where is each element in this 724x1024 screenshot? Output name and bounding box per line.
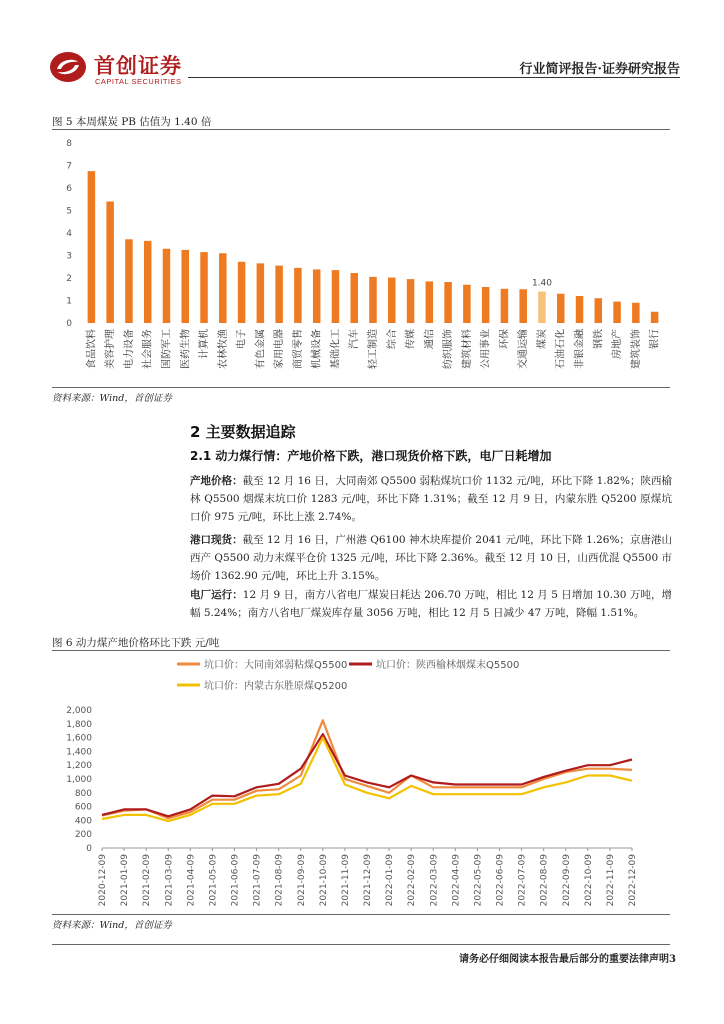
logo-en-text: CAPITAL SECURITIES	[95, 77, 182, 86]
bar-data-label: 1.40	[531, 278, 552, 289]
x-category-label-9: 有色金属	[255, 329, 267, 369]
paragraph-power-label: 电厂运行：	[190, 589, 243, 601]
y-tick-label-4: 4	[66, 229, 72, 239]
bar-4	[163, 249, 171, 323]
y-tick-label-9: 1,800	[66, 719, 92, 730]
x-category-label-8: 电子	[236, 329, 248, 349]
x-category-label-19: 纺织服饰	[443, 329, 455, 369]
x-tick-label-13: 2022-01-09	[385, 854, 396, 907]
bar-10	[275, 266, 283, 323]
series-line-1	[102, 734, 632, 816]
x-tick-label-18: 2022-06-09	[495, 854, 506, 907]
x-category-label-13: 基础化工	[330, 329, 342, 369]
figure5-source: 资料来源：Wind，首创证券	[52, 393, 172, 404]
x-category-label-4: 国防军工	[161, 329, 173, 369]
x-category-label-24: 煤炭	[536, 329, 548, 349]
paragraph-power-plant	[190, 586, 672, 622]
report-type: 行业简评报告·证券研究报告	[519, 62, 680, 77]
bar-6	[200, 252, 208, 323]
x-tick-label-6: 2021-06-09	[230, 854, 241, 907]
bar-1	[106, 202, 114, 324]
y-tick-label-1: 200	[74, 830, 92, 841]
y-tick-label-5: 5	[66, 206, 72, 217]
y-tick-label-8: 8	[66, 139, 72, 149]
x-category-label-18: 通信	[424, 329, 436, 349]
x-category-label-7: 农林牧渔	[217, 329, 229, 369]
x-category-label-5: 医药生物	[180, 329, 192, 369]
x-category-label-2: 电力设备	[123, 329, 135, 369]
bar-28	[613, 302, 621, 323]
bar-11	[294, 268, 302, 323]
x-category-label-14: 汽车	[349, 329, 361, 349]
x-category-label-27: 钢铁	[593, 329, 605, 349]
x-tick-label-7: 2021-07-09	[252, 854, 263, 907]
figure6-title: 图 6 动力煤产地价格环比下跌 元/吨	[52, 637, 220, 649]
x-category-label-1: 美容护理	[105, 329, 117, 369]
y-tick-label-5: 1,000	[66, 775, 92, 785]
bar-5	[182, 250, 190, 323]
x-category-label-22: 环保	[499, 329, 511, 349]
figure5-pb-bar-chart	[52, 131, 670, 386]
series-line-2	[102, 738, 632, 822]
y-tick-label-8: 1,600	[66, 733, 92, 744]
x-category-label-30: 银行	[649, 329, 661, 349]
footer-disclaimer	[459, 950, 676, 965]
legend-label-0: 坑口价：大同南郊弱粘煤Q5500	[204, 660, 348, 671]
company-logo-icon	[48, 50, 88, 84]
x-tick-label-5: 2021-05-09	[208, 854, 219, 907]
bar-3	[144, 241, 152, 323]
page-number: 3	[669, 954, 676, 965]
bar-12	[313, 269, 321, 323]
x-category-label-11: 商贸零售	[292, 329, 304, 369]
paragraph-power-text: 12 月 9 日，南方八省电厂煤炭日耗达 206.70 万吨，相比 12 月 5 日增加 10.30 万吨，增幅 5.24%；南方八省电厂煤炭库存量 3056 万吨，相比 12 月 5 日减少 47 万吨，降幅 1.51%。	[190, 589, 672, 619]
x-tick-label-1: 2021-01-09	[120, 854, 131, 907]
x-tick-label-19: 2022-07-09	[517, 854, 528, 907]
figure5-source-rule	[52, 387, 670, 388]
bar-14	[350, 273, 358, 323]
x-tick-label-8: 2021-08-09	[274, 854, 285, 907]
legend-label-2: 坑口价：内蒙古东胜原煤Q5200	[204, 681, 348, 692]
y-tick-label-6: 6	[66, 184, 72, 194]
x-tick-label-21: 2022-09-09	[561, 854, 572, 907]
header-rule	[188, 77, 680, 78]
y-tick-label-1: 1	[66, 296, 72, 307]
bar-19	[444, 282, 452, 323]
x-category-label-23: 交通运输	[518, 329, 530, 369]
y-tick-label-3: 3	[66, 251, 72, 262]
x-category-label-0: 食品饮料	[86, 329, 98, 369]
bar-30	[651, 312, 659, 323]
x-category-label-10: 家用电器	[274, 329, 286, 369]
page-header	[48, 44, 680, 90]
bar-21	[482, 287, 490, 323]
series-line-0	[102, 720, 632, 818]
bar-29	[632, 303, 640, 323]
x-tick-label-20: 2022-08-09	[539, 854, 550, 907]
bar-25	[557, 294, 565, 323]
bar-9	[257, 263, 265, 323]
bar-27	[595, 298, 603, 323]
x-category-label-6: 计算机	[199, 329, 211, 359]
footer-disclaimer-text: 请务必仔细阅读本报告最后部分的重要法律声明	[459, 954, 670, 965]
subsection-title: 2.1 动力煤行情：产地价格下跌，港口现货价格下跌，电厂日耗增加	[190, 449, 552, 463]
x-category-label-16: 综合	[386, 329, 398, 349]
x-tick-label-23: 2022-11-09	[605, 854, 616, 907]
paragraph-port-label: 港口现货：	[190, 534, 243, 546]
bar-22	[501, 289, 509, 323]
y-tick-label-0: 0	[66, 319, 72, 329]
paragraph-origin-text: 截至 12 月 16 日，大同南郊 Q5500 弱粘煤坑口价 1132 元/吨，环比下降 1.82%；陕西榆林 Q5500 烟煤末坑口价 1283 元/吨，环比下降 1.31%；截至 12 月 9 日，内蒙东胜 Q5200 原煤坑口价 975 元/吨，环比上涨 2.74%。	[190, 475, 672, 523]
y-tick-label-3: 600	[74, 802, 92, 813]
bar-15	[369, 277, 377, 323]
x-tick-label-0: 2020-12-09	[98, 854, 108, 907]
x-tick-label-24: 2022-12-09	[628, 854, 638, 907]
section-title: 2 主要数据追踪	[190, 423, 296, 441]
bar-7	[219, 253, 227, 323]
bar-17	[407, 279, 415, 323]
paragraph-port-price	[190, 531, 672, 585]
figure5-title: 图 5 本周煤炭 PB 估值为 1.40 倍	[52, 116, 212, 128]
legend-label-1: 坑口价：陕西榆林烟煤末Q5500	[376, 660, 520, 671]
paragraph-origin-price	[190, 472, 672, 526]
x-tick-label-17: 2022-05-09	[473, 854, 484, 907]
x-tick-label-16: 2022-04-09	[451, 854, 462, 907]
bar-24	[538, 292, 546, 324]
x-tick-label-12: 2021-12-09	[363, 854, 373, 907]
bar-2	[125, 239, 133, 323]
x-category-label-26: 非银金融	[574, 329, 586, 369]
x-category-label-20: 建筑材料	[461, 329, 473, 369]
figure6-title-rule	[52, 650, 670, 651]
y-tick-label-4: 800	[74, 788, 92, 799]
x-tick-label-15: 2022-03-09	[429, 854, 440, 907]
paragraph-origin-label: 产地价格：	[190, 475, 243, 487]
bar-0	[88, 171, 96, 323]
footer-rule	[52, 944, 670, 945]
x-tick-label-11: 2021-11-09	[340, 854, 351, 907]
x-category-label-3: 社会服务	[142, 329, 154, 369]
bar-18	[426, 281, 434, 323]
x-tick-label-10: 2021-10-09	[318, 854, 329, 907]
y-tick-label-7: 7	[66, 161, 72, 172]
x-tick-label-2: 2021-02-09	[142, 854, 153, 907]
figure5-title-rule	[52, 129, 670, 130]
figure6-source-rule	[52, 914, 670, 915]
x-category-label-15: 轻工制造	[368, 329, 379, 369]
y-tick-label-7: 1,400	[66, 747, 92, 758]
figure6-price-line-chart	[52, 652, 670, 914]
x-tick-label-3: 2021-03-09	[164, 854, 175, 907]
y-tick-label-0: 0	[86, 844, 92, 854]
logo-cn-text: 首创证券	[94, 54, 182, 78]
x-category-label-28: 房地产	[612, 329, 624, 359]
x-category-label-12: 机械设备	[311, 329, 323, 369]
bar-23	[519, 289, 527, 323]
bar-8	[238, 262, 246, 323]
x-category-label-25: 石油石化	[555, 329, 567, 369]
y-tick-label-6: 1,200	[66, 761, 92, 772]
figure6-source: 资料来源：Wind，首创证券	[52, 920, 172, 931]
x-tick-label-4: 2021-04-09	[186, 854, 197, 907]
bar-16	[388, 278, 396, 323]
y-tick-label-2: 2	[66, 274, 72, 284]
bar-26	[576, 296, 584, 323]
x-tick-label-22: 2022-10-09	[583, 854, 594, 907]
x-category-label-29: 建筑装饰	[630, 329, 642, 369]
x-category-label-21: 公用事业	[480, 329, 492, 369]
bar-20	[463, 285, 471, 323]
x-category-label-17: 传媒	[405, 329, 417, 349]
x-tick-label-14: 2022-02-09	[407, 854, 418, 907]
x-tick-label-9: 2021-09-09	[296, 854, 307, 907]
paragraph-port-text: 截至 12 月 16 日，广州港 Q6100 神木块库提价 2041 元/吨，环比下降 1.26%；京唐港山西产 Q5500 动力末煤平仓价 1325 元/吨，环比下降 2.36%。截至 12 月 10 日，山西优混 Q5500 市场价 1362.90 元/吨，环比上升 3.15%。	[190, 534, 672, 582]
bar-13	[332, 270, 340, 323]
y-tick-label-2: 400	[74, 816, 92, 827]
y-tick-label-10: 2,000	[66, 706, 92, 716]
